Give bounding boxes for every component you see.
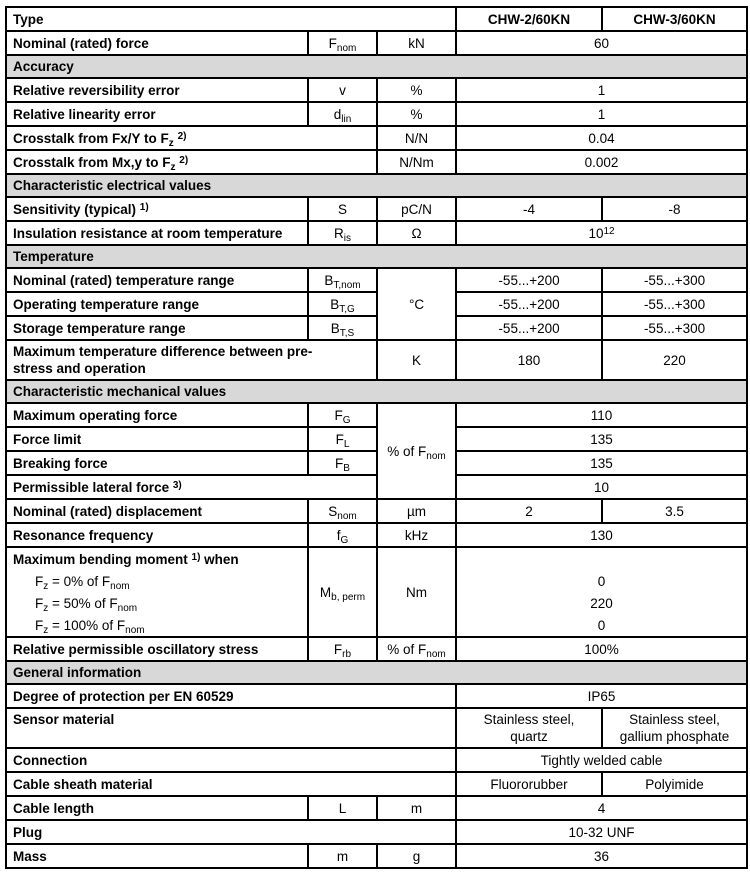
unit-cell: kN [378, 32, 457, 56]
table-row [7, 293, 748, 317]
param-cell: Sensor material [7, 709, 457, 749]
unit-cell: kHz [378, 524, 457, 548]
unit-cell: g [378, 845, 457, 869]
value-cell: $10^{12}$ [457, 222, 748, 246]
param-cell: Maximum bending moment $^{1)}$ when [7, 548, 309, 570]
table-row [7, 269, 748, 293]
column-header-chw3: CHW-3/60KN [603, 8, 748, 32]
param-cell: $F_z = 100\%$ of $F_{nom}$ [7, 614, 309, 638]
section-header: Characteristic electrical values [7, 175, 748, 198]
table-row [7, 222, 748, 246]
value-cell: 135 [457, 452, 748, 476]
value-cell: 220 [457, 592, 748, 614]
param-cell: Relative reversibility error [7, 79, 309, 103]
section-row [7, 175, 748, 198]
value-cell: 2 [457, 500, 603, 524]
param-cell: $F_z = 0\%$ of $F_{nom}$ [7, 570, 309, 592]
param-cell: Cable length [7, 797, 309, 821]
value-cell: 3.5 [603, 500, 748, 524]
value-cell: Stainless steel, quartz [457, 709, 603, 749]
table-row [7, 198, 748, 222]
symbol-cell: $d_{lin}$ [309, 103, 378, 127]
value-cell: 4 [457, 797, 748, 821]
column-header-type: Type [7, 8, 457, 32]
value-cell: 0 [457, 614, 748, 638]
table-row [7, 821, 748, 845]
param-cell: Operating temperature range [7, 293, 309, 317]
value-cell: 36 [457, 845, 748, 869]
value-cell: Stainless steel, gallium phosphate [603, 709, 748, 749]
column-header-chw2: CHW-2/60KN [457, 8, 603, 32]
value-cell: 220 [603, 341, 748, 381]
spec-table [5, 6, 748, 869]
symbol-cell: S [309, 198, 378, 222]
unit-cell: Nm [378, 548, 457, 638]
param-cell: Nominal (rated) temperature range [7, 269, 309, 293]
value-cell: -55...+300 [603, 317, 748, 341]
value-cell: 130 [457, 524, 748, 548]
param-cell: Maximum temperature difference between pre- stress and operation [7, 341, 378, 381]
unit-cell: % [378, 103, 457, 127]
section-header: Accuracy [7, 56, 748, 79]
symbol-cell: $F_{nom}$ [309, 32, 378, 56]
param-cell: Crosstalk from Fx/Y to $F_z$ $^{2)}$ [7, 127, 378, 151]
param-cell: Maximum operating force [7, 404, 309, 428]
value-cell: Fluororubber [457, 773, 603, 797]
unit-cell: % [378, 79, 457, 103]
symbol-cell: $B_{T,nom}$ [309, 269, 378, 293]
value-cell: 1 [457, 103, 748, 127]
table-row [7, 8, 748, 32]
unit-cell: % of $F_{nom}$ [378, 638, 457, 662]
table-row [7, 797, 748, 821]
section-header: Characteristic mechanical values [7, 381, 748, 404]
value-cell: 0 [457, 570, 748, 592]
table-row [7, 638, 748, 662]
table-row [7, 103, 748, 127]
unit-cell: K [378, 341, 457, 381]
param-cell: Mass [7, 845, 309, 869]
value-cell: 1 [457, 79, 748, 103]
symbol-cell: $F_G$ [309, 404, 378, 428]
param-cell: Nominal (rated) force [7, 32, 309, 56]
table-row [7, 79, 748, 103]
value-cell: 110 [457, 404, 748, 428]
param-cell: Insulation resistance at room temperature [7, 222, 309, 246]
param-cell: Nominal (rated) displacement [7, 500, 309, 524]
param-cell: Sensitivity (typical) $^{1)}$ [7, 198, 309, 222]
value-cell [457, 548, 748, 570]
table-row [7, 341, 748, 381]
section-row [7, 56, 748, 79]
value-cell: 100% [457, 638, 748, 662]
param-cell: Plug [7, 821, 457, 845]
value-cell: 0.002 [457, 151, 748, 175]
table-row [7, 548, 748, 570]
unit-cell: N/Nm [378, 151, 457, 175]
table-row [7, 773, 748, 797]
symbol-cell: $B_{T,S}$ [309, 317, 378, 341]
param-cell: Cable sheath material [7, 773, 457, 797]
unit-cell: N/N [378, 127, 457, 151]
param-cell: Permissible lateral force $^{3)}$ [7, 476, 378, 500]
param-cell: Relative linearity error [7, 103, 309, 127]
param-cell: Resonance frequency [7, 524, 309, 548]
table-row [7, 452, 748, 476]
param-cell: Relative permissible oscillatory stress [7, 638, 309, 662]
section-row [7, 246, 748, 269]
symbol-cell: $F_B$ [309, 452, 378, 476]
section-row [7, 381, 748, 404]
value-cell: -55...+300 [603, 293, 748, 317]
param-cell: Crosstalk from Mx,y to $F_z$ $^{2)}$ [7, 151, 378, 175]
value-cell: -8 [603, 198, 748, 222]
value-cell: -55...+200 [457, 317, 603, 341]
unit-cell: µm [378, 500, 457, 524]
table-row [7, 749, 748, 773]
value-cell: 60 [457, 32, 748, 56]
table-row [7, 500, 748, 524]
value-cell: -4 [457, 198, 603, 222]
table-row [7, 127, 748, 151]
param-cell: Breaking force [7, 452, 309, 476]
value-cell: -55...+300 [603, 269, 748, 293]
value-cell: 10-32 UNF [457, 821, 748, 845]
unit-cell: °C [378, 269, 457, 341]
section-row [7, 662, 748, 685]
param-cell: $F_z = 50\%$ of $F_{nom}$ [7, 592, 309, 614]
value-cell: Polyimide [603, 773, 748, 797]
symbol-cell: v [309, 79, 378, 103]
symbol-cell: L [309, 797, 378, 821]
table-row [7, 32, 748, 56]
table-row [7, 151, 748, 175]
symbol-cell: $F_{rb}$ [309, 638, 378, 662]
unit-cell: % of $F_{nom}$ [378, 404, 457, 500]
table-row [7, 709, 748, 749]
symbol-cell: $S_{nom}$ [309, 500, 378, 524]
param-cell: Connection [7, 749, 457, 773]
value-cell: 10 [457, 476, 748, 500]
table-row [7, 317, 748, 341]
value-cell: IP65 [457, 685, 748, 709]
value-cell: 0.04 [457, 127, 748, 151]
param-cell: Degree of protection per EN 60529 [7, 685, 457, 709]
table-row [7, 476, 748, 500]
symbol-cell: $R_{is}$ [309, 222, 378, 246]
unit-cell: m [378, 797, 457, 821]
param-cell: Storage temperature range [7, 317, 309, 341]
value-cell: Tightly welded cable [457, 749, 748, 773]
table-row [7, 404, 748, 428]
symbol-cell: $B_{T,G}$ [309, 293, 378, 317]
param-cell: Force limit [7, 428, 309, 452]
table-row [7, 685, 748, 709]
unit-cell: Ω [378, 222, 457, 246]
symbol-cell: $f_G$ [309, 524, 378, 548]
section-header: Temperature [7, 246, 748, 269]
value-cell: -55...+200 [457, 269, 603, 293]
symbol-cell: $M_{b, perm}$ [309, 548, 378, 638]
value-cell: -55...+200 [457, 293, 603, 317]
section-header: General information [7, 662, 748, 685]
table-row [7, 428, 748, 452]
symbol-cell: $F_L$ [309, 428, 378, 452]
unit-cell: pC/N [378, 198, 457, 222]
value-cell: 180 [457, 341, 603, 381]
table-row [7, 524, 748, 548]
value-cell: 135 [457, 428, 748, 452]
symbol-cell: m [309, 845, 378, 869]
table-row [7, 845, 748, 869]
